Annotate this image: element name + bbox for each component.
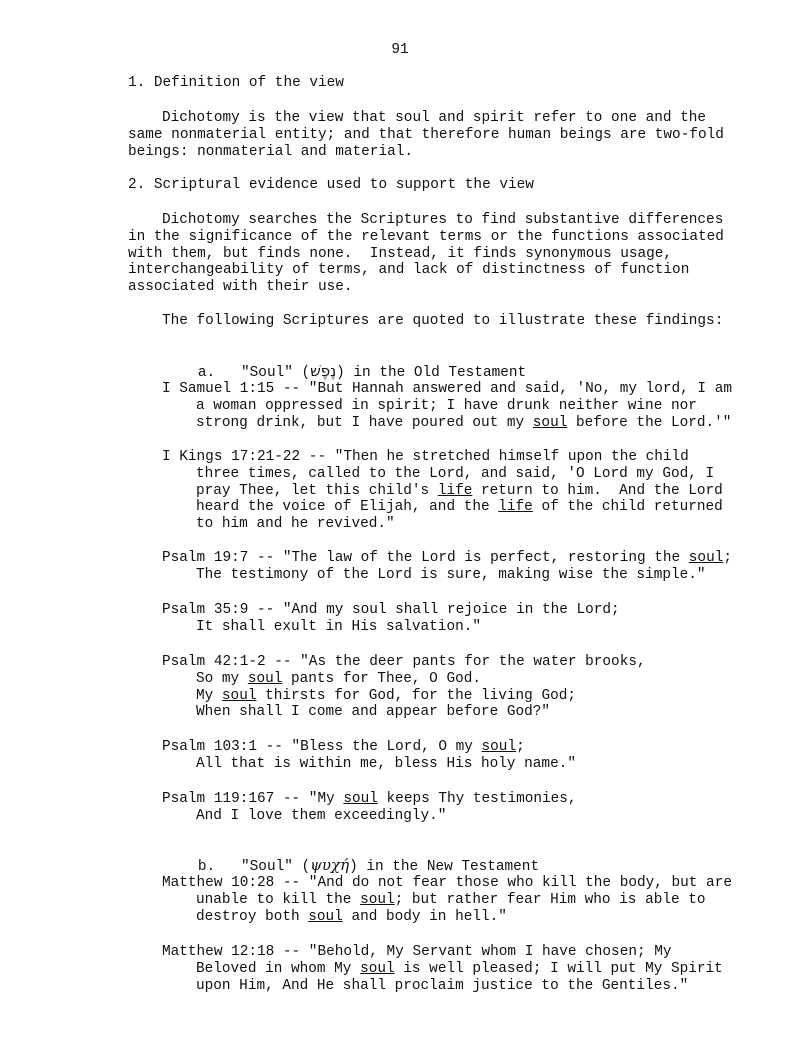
subsection-b-heading: b. "Soul" (ψυχή) in the New Testament <box>197 855 540 875</box>
verse-matthew-12: Matthew 12:18 -- "Behold, My Servant whom I have chosen; My Beloved in whom My soul is well pleased; I will put My Spirit upon Him, And He shall proclaim justice to the Gentiles." <box>162 944 723 994</box>
section-1-heading: 1. Definition of the view <box>128 75 344 91</box>
verse-1-kings: I Kings 17:21-22 -- "Then he stretched himself upon the child three times, called to the Lord, and said, 'O Lord my God, I pray Thee, let this child's life return to him. And the Lord heard the voice of Elijah, and the life of the child returned to him and he revived." <box>162 449 723 533</box>
scripture-intro: The following Scriptures are quoted to illustrate these findings: <box>162 313 724 329</box>
section-2-paragraph: Dichotomy searches the Scriptures to find substantive differences in the significance of the relevant terms or the functions associated with them, but finds none. Instead, it finds synonymous usage, interchangeability of terms, and lack of distinctness of function associated with their use. <box>128 212 724 296</box>
page-number: 91 <box>391 42 409 58</box>
greek-term: ψυχή <box>310 855 350 874</box>
verse-psalm-119: Psalm 119:167 -- "My soul keeps Thy testimonies, And I love them exceedingly." <box>162 791 577 824</box>
verse-1-samuel: I Samuel 1:15 -- "But Hannah answered and said, 'No, my lord, I am a woman oppressed in spirit; I have drunk neither wine nor strong drink, but I have poured out my soul before the Lord.'" <box>162 381 732 431</box>
verse-psalm-103: Psalm 103:1 -- "Bless the Lord, O my soul; All that is within me, bless His holy name." <box>162 739 576 772</box>
verse-psalm-19: Psalm 19:7 -- "The law of the Lord is perfect, restoring the soul; The testimony of the Lord is sure, making wise the simple." <box>162 550 732 583</box>
verse-matthew-10: Matthew 10:28 -- "And do not fear those who kill the body, but are unable to kill the soul; but rather fear Him who is able to destroy both soul and body in hell." <box>162 875 732 925</box>
hebrew-term: נֶפֶשׁ <box>310 361 337 380</box>
subsection-a-heading: a. "Soul" (נֶפֶשׁ) in the Old Testament <box>197 361 527 381</box>
subsection-b-marker: b. <box>197 858 216 875</box>
verse-psalm-42: Psalm 42:1-2 -- "As the deer pants for the water brooks, So my soul pants for Thee, O God. My soul thirsts for God, for the living God; When shall I come and appear before God?" <box>162 654 646 721</box>
section-2-heading: 2. Scriptural evidence used to support the view <box>128 177 534 193</box>
subsection-a-marker: a. <box>197 364 216 381</box>
verse-psalm-35: Psalm 35:9 -- "And my soul shall rejoice in the Lord; It shall exult in His salvation." <box>162 602 620 635</box>
section-1-paragraph: Dichotomy is the view that soul and spirit refer to one and the same nonmaterial entity; and that therefore human beings are two-fold beings: nonmaterial and material. <box>128 110 724 160</box>
